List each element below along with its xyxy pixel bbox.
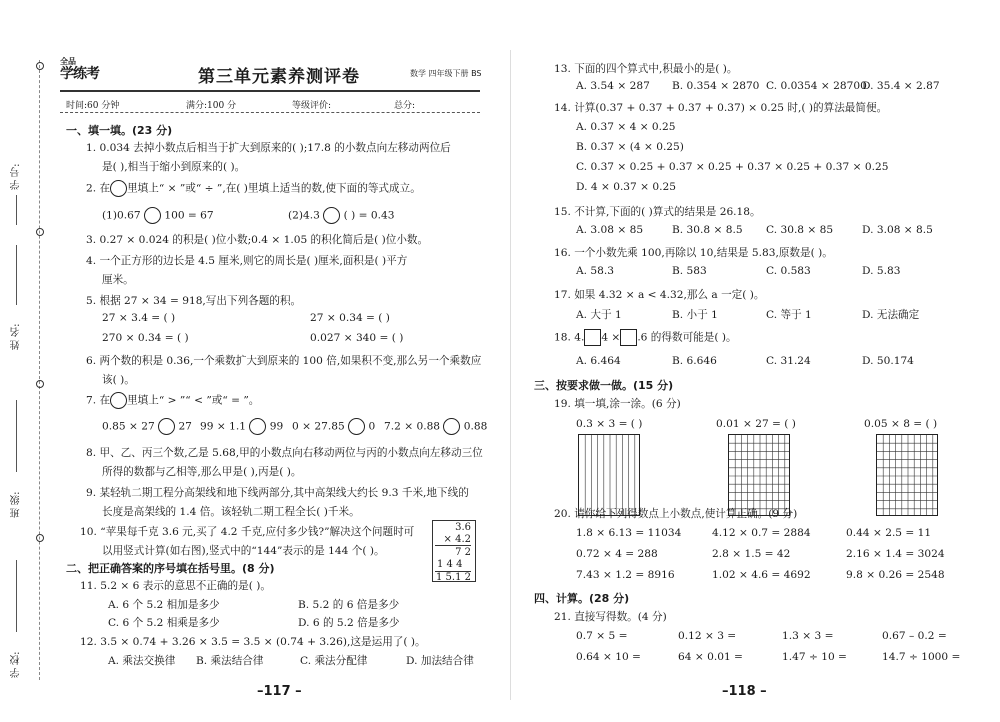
- q12-option-b: B. 乘法结合律: [196, 655, 264, 667]
- q6-line2: 该( )。: [102, 374, 135, 386]
- q18-option-d: D. 50.174: [862, 355, 914, 367]
- q21-item: 0.64 × 10 =: [576, 651, 641, 663]
- q11-option-d: D. 6 的 5.2 倍是多少: [298, 617, 400, 629]
- q15-option-a: A. 3.08 × 85: [576, 224, 644, 236]
- q16-option-d: D. 5.83: [862, 265, 901, 277]
- q9-line2: 长度是高架线的 1.4 倍。该轻轨二期工程全长( )千米。: [102, 506, 360, 518]
- q14: 14. 计算(0.37 + 0.37 + 0.37 + 0.37) × 0.25 时,( )的算法最简便。: [554, 102, 888, 114]
- page-title: 第三单元素养测评卷: [198, 67, 360, 87]
- q7-item4: 7.2 × 0.88 0.88: [384, 418, 487, 435]
- q19: 19. 填一填,涂一涂。(6 分): [554, 398, 681, 410]
- section-3-heading: 三、按要求做一做。(15 分): [534, 379, 674, 392]
- q14-option-c: C. 0.37 × 0.25 + 0.37 × 0.25 + 0.37 × 0.25 + 0.37 × 0.25: [576, 161, 889, 173]
- brand-logo: 全品 学练考: [60, 57, 99, 82]
- q9-line1: 9. 某轻轨二期工程分高架线和地下线两部分,其中高架线大约长 9.3 千米,地下线的: [86, 487, 469, 499]
- q11-option-a: A. 6 个 5.2 相加是多少: [108, 599, 220, 611]
- full-score: 满分:100 分: [186, 101, 237, 111]
- q21-item: 0.7 × 5 =: [576, 630, 628, 642]
- q10-line2: 以用竖式计算(如右图),竖式中的“144”表示的是 144 个( )。: [102, 545, 385, 557]
- q20-item: 2.16 × 1.4 = 3024: [846, 548, 945, 560]
- q5: 5. 根据 27 × 34 = 918,写出下列各题的积。: [86, 295, 302, 307]
- q17-option-b: B. 小于 1: [672, 309, 718, 321]
- q16-option-a: A. 58.3: [576, 265, 614, 277]
- total-score-field[interactable]: 总分:: [394, 101, 416, 111]
- answer-circle[interactable]: [110, 180, 127, 197]
- header-rule: [60, 90, 480, 92]
- grid-hundredths[interactable]: [876, 434, 938, 516]
- q17-option-c: C. 等于 1: [766, 309, 812, 321]
- q18-option-a: A. 6.464: [576, 355, 621, 367]
- answer-circle[interactable]: [110, 392, 127, 409]
- q13-option-a: A. 3.54 × 287: [576, 80, 650, 92]
- q12-option-d: D. 加法结合律: [406, 655, 474, 667]
- q13-option-c: C. 0.0354 × 28700: [766, 80, 867, 92]
- grade-field[interactable]: 等级评价:: [292, 101, 332, 111]
- time-limit: 时间:60 分钟: [66, 101, 120, 111]
- q12-option-a: A. 乘法交换律: [108, 655, 176, 667]
- q2-item2: (2)4.3 ( ) = 0.43: [288, 207, 394, 224]
- q1-line1: 1. 0.034 去掉小数点后相当于扩大到原来的( );17.8 的小数点向左移动两位后: [86, 142, 451, 154]
- q15: 15. 不计算,下面的( )算式的结果是 26.18。: [554, 206, 761, 218]
- q5-item1: 27 × 3.4 = ( ): [102, 312, 176, 324]
- q21-item: 1.47 ÷ 10 =: [782, 651, 847, 663]
- q5-item4: 0.027 × 340 = ( ): [310, 332, 404, 344]
- q20-item: 4.12 × 0.7 = 2884: [712, 527, 811, 539]
- page-number-right: –118 –: [722, 684, 767, 699]
- q2-item1: (1)0.67 100 = 67: [102, 207, 214, 224]
- grid-hundredths[interactable]: [728, 434, 790, 516]
- binding-fill-line: [16, 400, 17, 472]
- q16: 16. 一个小数先乘 100,再除以 10,结果是 5.83,原数是( )。: [554, 247, 833, 259]
- binding-label-school: 学 校:: [11, 651, 22, 678]
- q21-item: 1.3 × 3 =: [782, 630, 834, 642]
- q20-item: 7.43 × 1.2 = 8916: [576, 569, 675, 581]
- q3: 3. 0.27 × 0.024 的积是( )位小数;0.4 × 1.05 的积化简后是( )位小数。: [86, 234, 429, 246]
- q20-item: 1.8 × 6.13 = 11034: [576, 527, 682, 539]
- q16-option-b: B. 583: [672, 265, 707, 277]
- answer-circle[interactable]: [158, 418, 175, 435]
- q10-line1: 10. “苹果每千克 3.6 元,买了 4.2 千克,应付多少钱?”解决这个问题时可: [80, 526, 415, 538]
- q21: 21. 直接写得数。(4 分): [554, 611, 667, 623]
- q5-item3: 270 × 0.34 = ( ): [102, 332, 189, 344]
- section-1-heading: 一、填一填。(23 分): [66, 124, 173, 137]
- q21-item: 0.67 – 0.2 =: [882, 630, 947, 642]
- q1-line2: 是( ),相当于缩小到原来的( )。: [102, 161, 246, 173]
- q15-option-c: C. 30.8 × 85: [766, 224, 834, 236]
- q20-item: 9.8 × 0.26 = 2548: [846, 569, 945, 581]
- answer-box[interactable]: [584, 329, 601, 346]
- q2-line1: 2. 在 里填上“ × ”或“ ÷ ”,在( )里填上适当的数,使下面的等式成立。: [86, 180, 421, 197]
- q4-line1: 4. 一个正方形的边长是 4.5 厘米,则它的周长是( )厘米,面积是( )平方: [86, 255, 408, 267]
- q17-option-a: A. 大于 1: [576, 309, 622, 321]
- q13: 13. 下面的四个算式中,积最小的是( )。: [554, 63, 738, 75]
- binding-hole-icon: [36, 62, 44, 70]
- binding-margin: [0, 0, 50, 722]
- q15-option-b: B. 30.8 × 8.5: [672, 224, 743, 236]
- q14-option-a: A. 0.37 × 4 × 0.25: [576, 121, 676, 133]
- grid-tenths[interactable]: [578, 434, 640, 516]
- binding-hole-icon: [36, 228, 44, 236]
- q18: 18. 4. 4 × .6 的得数可能是( )。: [554, 329, 737, 346]
- q14-option-b: B. 0.37 × (4 × 0.25): [576, 141, 684, 153]
- binding-label-class: 班 级:: [11, 491, 22, 518]
- q7-item3: 0 × 27.85 0: [292, 418, 375, 435]
- q14-option-d: D. 4 × 0.37 × 0.25: [576, 181, 676, 193]
- q12: 12. 3.5 × 0.74 + 3.26 × 3.5 = 3.5 × (0.74 + 3.26),这是运用了( )。: [80, 636, 426, 648]
- binding-label-student-id: 学 号:: [11, 163, 22, 190]
- subject-meta: 数学 四年级下册 BS: [410, 69, 482, 78]
- page-divider: [510, 50, 511, 700]
- q18-option-b: B. 6.646: [672, 355, 717, 367]
- binding-fill-line: [16, 195, 17, 225]
- q20-item: 0.72 × 4 = 288: [576, 548, 658, 560]
- q4-line2: 厘米。: [102, 274, 134, 286]
- q12-option-c: C. 乘法分配律: [300, 655, 368, 667]
- q7-item1: 0.85 × 27 27: [102, 418, 192, 435]
- q8-line1: 8. 甲、乙、丙三个数,乙是 5.68,甲的小数点向右移动两位与丙的小数点向左移动三位: [86, 447, 483, 459]
- binding-hole-icon: [36, 380, 44, 388]
- q19-item3: 0.05 × 8 = ( ): [864, 418, 938, 430]
- info-rule: [60, 112, 480, 113]
- binding-dashed-line: [39, 60, 40, 680]
- q15-option-d: D. 3.08 × 8.5: [862, 224, 933, 236]
- q19-item2: 0.01 × 27 = ( ): [716, 418, 796, 430]
- section-4-heading: 四、计算。(28 分): [534, 592, 630, 605]
- q21-item: 14.7 ÷ 1000 =: [882, 651, 961, 663]
- answer-circle[interactable]: [348, 418, 365, 435]
- q17: 17. 如果 4.32 × a < 4.32,那么 a 一定( )。: [554, 289, 765, 301]
- q6-line1: 6. 两个数的积是 0.36,一个乘数扩大到原来的 100 倍,如果积不变,那么另一个乘数应: [86, 355, 482, 367]
- q11-option-b: B. 5.2 的 6 倍是多少: [298, 599, 400, 611]
- q20-item: 2.8 × 1.5 = 42: [712, 548, 791, 560]
- q21-item: 0.12 × 3 =: [678, 630, 737, 642]
- q16-option-c: C. 0.583: [766, 265, 811, 277]
- q20-item: 0.44 × 2.5 = 11: [846, 527, 932, 539]
- binding-fill-line: [16, 560, 17, 632]
- q8-line2: 所得的数都与乙相等,那么甲是( ),丙是( )。: [102, 466, 302, 478]
- q20-item: 1.02 × 4.6 = 4692: [712, 569, 811, 581]
- q19-item1: 0.3 × 3 = ( ): [576, 418, 643, 430]
- page-number-left: –117 –: [257, 684, 302, 699]
- q7-line1: 7. 在 里填上“ > ”“ < ”或“ = ”。: [86, 392, 259, 409]
- q11-option-c: C. 6 个 5.2 相乘是多少: [108, 617, 220, 629]
- binding-fill-line: [16, 245, 17, 305]
- q20: 20. 请你给下列得数点上小数点,使计算正确。(9 分): [554, 508, 798, 520]
- q13-option-b: B. 0.354 × 2870: [672, 80, 760, 92]
- answer-circle[interactable]: [323, 207, 340, 224]
- q21-item: 64 × 0.01 =: [678, 651, 743, 663]
- q17-option-d: D. 无法确定: [862, 309, 920, 321]
- answer-box[interactable]: [620, 329, 637, 346]
- binding-label-name: 姓 名:: [11, 323, 22, 350]
- section-2-heading: 二、把正确答案的序号填在括号里。(8 分): [66, 562, 275, 575]
- vertical-calculation: 3.6 × 4.2 7 2 1 4 4 1 5.1 2: [432, 520, 476, 582]
- q11: 11. 5.2 × 6 表示的意思不正确的是( )。: [80, 580, 271, 592]
- answer-circle[interactable]: [249, 418, 266, 435]
- q18-option-c: C. 31.24: [766, 355, 811, 367]
- q7-item2: 99 × 1.1 99: [200, 418, 283, 435]
- binding-hole-icon: [36, 534, 44, 542]
- answer-circle[interactable]: [443, 418, 460, 435]
- q13-option-d: D. 35.4 × 2.87: [862, 80, 940, 92]
- answer-circle[interactable]: [144, 207, 161, 224]
- q5-item2: 27 × 0.34 = ( ): [310, 312, 390, 324]
